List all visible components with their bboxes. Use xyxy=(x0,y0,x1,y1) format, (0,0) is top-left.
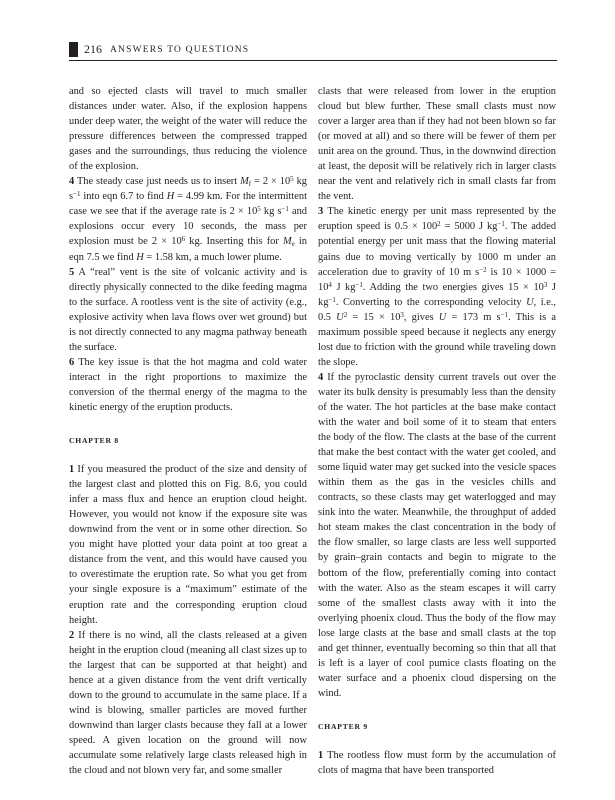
paragraph-continued: and so ejected clasts will travel to much smaller distances under water. Also, if the explosion happens under deep water, the weight of the water will reduce the pressure differences between the compressed trapped gases and the surroundings, thus reducing the violence of the explosion. xyxy=(69,86,307,173)
answer-number: 1 xyxy=(318,749,324,761)
answer-number: 4 xyxy=(69,176,75,188)
chapter-9-heading: CHAPTER 9 xyxy=(318,721,369,731)
answer-number: 6 xyxy=(69,356,75,368)
answer-7-5: 5 A “real” vent is the site of volcanic activity and is directly physically connected to the dike feeding magma to the surface. A rootless vent is the site of activity (e.g., explosive activity when lava flows over wet ground) but is not directly connected to any magma pathway beneath the surface. xyxy=(69,266,307,353)
answer-number: 4 xyxy=(318,371,324,383)
page-number: 216 xyxy=(84,42,102,56)
running-header xyxy=(69,42,557,58)
header-rule xyxy=(69,60,557,61)
left-column xyxy=(69,84,307,778)
answer-8-4: 4 If the pyroclastic density current travels out over the water its bulk density is presumably less than the density of the water. The hot particles at the base make contact with the water and boil some of it to steam that enters the body of the flow. The clasts at the base of the current that make the best contact with the water get cooled, and some liquid water may get sucked into the vesicle spaces within them as the gas in the vesicles chills and contracts, so these clasts may get waterlogged and may sink into the water. Meanwhile, the throughput of added hot steam makes the clast concentration in the body of the flow smaller, so large clasts are less well supported by grain–grain contacts and begin to migrate to the bottom of the flow, preferentially coming into contact with the water. Also as the steam escapes it will carry some of the smallest clasts away with it into the overlying phoenix cloud. Thus the body of the flow may lose large clasts at the base and small clasts at the top and get thinner, eventually becoming so thin that all that is left is a layer of cool pumice clasts floating on the water surface and a phoenix cloud dispersing on the wind. xyxy=(318,371,556,699)
answer-number: 5 xyxy=(69,266,75,278)
chapter-8-heading: CHAPTER 8 xyxy=(69,436,120,446)
answer-number: 3 xyxy=(318,206,324,218)
answer-9-1: 1 The rootless flow must form by the accumulation of clots of magma that have been transported xyxy=(318,749,556,777)
header-bar xyxy=(69,42,78,57)
answer-number: 2 xyxy=(69,629,75,641)
answer-number: 1 xyxy=(69,464,75,476)
answer-8-3: 3 The kinetic energy per unit mass represented by the eruption speed is $0.5 \times 100^2 = 5000$ J $kg^{-1}$. The added potential energy per unit mass that the flowing material gains due to moving vertically by 1000 m under an acceleration due to gravity of 10 m $s^{-2}$ is $10 \times 1000 = 10^4$ J $kg^{-1}$. Adding the two energies gives $15 \times 10^3$ J $kg^{-1}$. Converting to the corresponding velocity U, i.e., 0.5 $U^2 = 15 \times 10^3$, gives U = 173 m $s^{-1}$. This is a maximum possible speed because it neglects any energy lost due to friction with the ground while traveling down the slope. xyxy=(318,206,557,368)
answer-8-1: 1 If you measured the product of the size and density of the largest clast and plotted this on Fig. 8.6, you could infer a mass flux and hence an eruption cloud height. However, you would not know if the exposure site was downwind from the vent or in some other direction. So you might have plotted your data point at too great a distance from the vent, and this would have caused you to overestimate the eruption rate. So what you get from your single exposure is a “maximum” estimate of the eruption rate and the corresponding eruption cloud height. xyxy=(69,464,307,626)
answer-7-6: 6 The key issue is that the hot magma and cold water interact in the right proportions to maximize the conversion of the thermal energy of the magma to the kinetic energy of the eruption products. xyxy=(69,356,307,413)
answer-8-2: 2 If there is no wind, all the clasts released at a given height in the eruption cloud (meaning all clast sizes up to the largest that can be supported at that height) and hence at a given distance from the vent drift vertically down to the ground to accumulate in the same place. If a wind is blowing, smaller particles are moved further downwind than larger clasts because they fall at a lower speed. A given location on the ground will now accumulate some relatively large clasts released high in the cloud and not blown very far, and some smaller xyxy=(69,629,307,777)
paragraph-continued: clasts that were released from lower in the eruption cloud but blew further. These small clasts must now cover a larger area than if they had not been blown so far (or moved at all) and so there will be fewer of them per unit area on the ground. Thus, in the downwind direction at least, the deposit will be relatively rich in larger clasts near the vent and relatively rich in small clasts far from the vent. xyxy=(318,86,556,203)
answer-7-4: 4 The steady case just needs us to insert $M_f = 2 \times 10^5$ kg $s^{-1}$ into eqn 6.7 to find H = 4.99 km. For the intermittent case we see that if the average rate is $2 \times 10^5$ kg $s^{-1}$ and explosions occur every 10 seconds, the mass per explosion must be $2 \times 10^6$ kg. Inserting this for $M_e$ in eqn 7.5 we find H = 1.58 km, a much lower plume. xyxy=(69,175,308,263)
running-title: ANSWERS TO QUESTIONS xyxy=(110,45,250,55)
right-column xyxy=(318,84,556,778)
